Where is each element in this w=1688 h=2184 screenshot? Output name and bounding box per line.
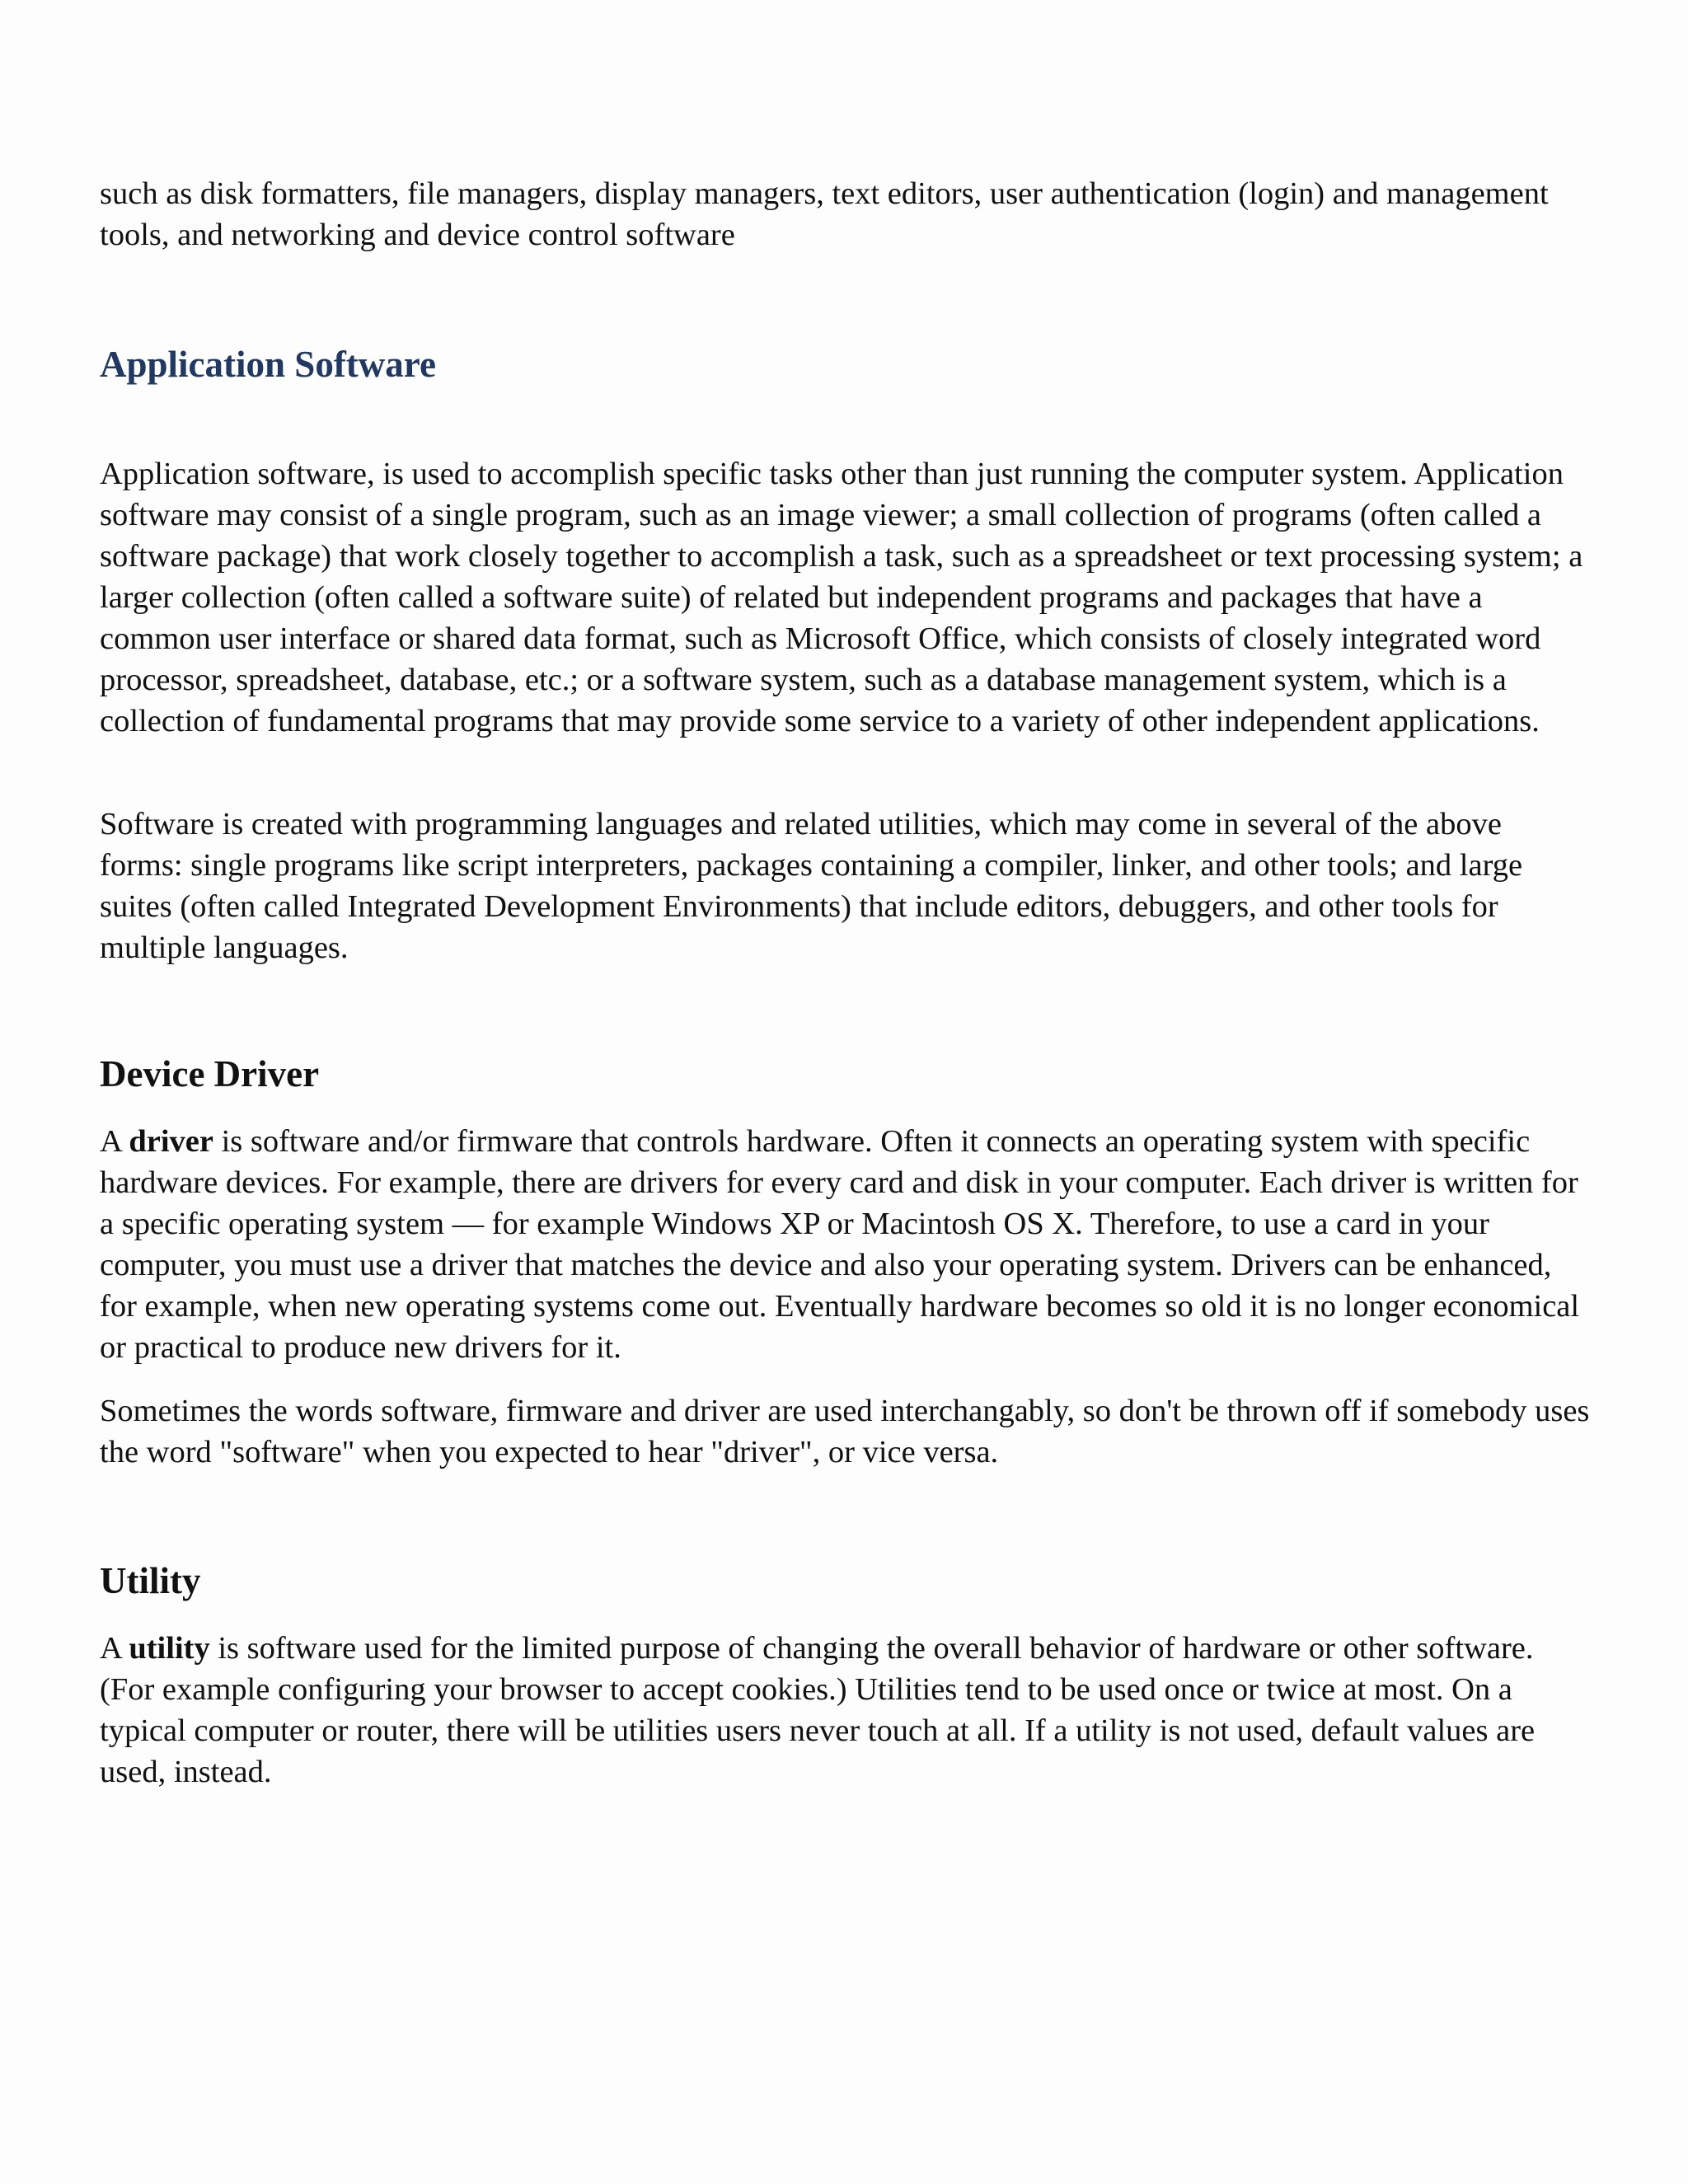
driver-term: driver (129, 1124, 213, 1159)
utility-term: utility (129, 1631, 210, 1666)
application-software-heading: Application Software (100, 344, 436, 385)
device-driver-heading: Device Driver (100, 1053, 320, 1094)
device-driver-paragraph-2: Sometimes the words software, firmware and driver are used interchangably, so don't be thrown off if somebody uses the word "software" when you expected to hear "driver", or vice versa. (100, 1394, 1590, 1469)
driver-definition: is software and/or firmware that controls hardware. Often it connects an operating system with specific hardware devices. For example, there are drivers for every card and disk in your computer. Each driver is written for a specific operating system — for example Windows XP or Macintosh OS X. Therefore, to use a card in your computer, you must use a driver that matches the device and also your operating system. Drivers can be enhanced, for example, when new operating systems come out. Eventually hardware becomes so old it is no longer economical or practical to produce new drivers for it. (100, 1124, 1580, 1365)
application-software-paragraph-1: Application software, is used to accomplish specific tasks other than just running the computer system. Application software may consist of a single program, such as an image viewer; a small collection of programs (often called a software package) that work closely together to accomplish a task, such as a spreadsheet or text processing system; a larger collection (often called a software suite) of related but independent programs and packages that have a common user interface or shared data format, such as Microsoft Office, which consists of closely integrated word processor, spreadsheet, database, etc.; or a software system, such as a database management system, which is a collection of fundamental programs that may provide some service to a variety of other independent applications. (100, 457, 1583, 738)
utility-paragraph (100, 1628, 1592, 1793)
utility-definition: is software used for the limited purpose of changing the overall behavior of hardware or other software. (For example configuring your browser to accept cookies.) Utilities tend to be used once or twice at most. On a typical computer or router, there will be utilities users never touch at all. If a utility is not used, default values are used, instead. (100, 1631, 1536, 1789)
application-software-paragraph-2: Software is created with programming languages and related utilities, which may come in several of the above forms: single programs like script interpreters, packages containing a compiler, linker, and other tools; and large suites (often called Integrated Development Environments) that include editors, debuggers, and other tools for multiple languages. (100, 807, 1523, 965)
driver-prefix: A (100, 1124, 129, 1159)
utility-prefix: A (100, 1631, 129, 1666)
device-driver-paragraph-1 (100, 1121, 1592, 1368)
utility-heading: Utility (100, 1560, 201, 1601)
intro-paragraph: such as disk formatters, file managers, display managers, text editors, user authentication (login) and management tools, and networking and device control software (100, 176, 1549, 252)
